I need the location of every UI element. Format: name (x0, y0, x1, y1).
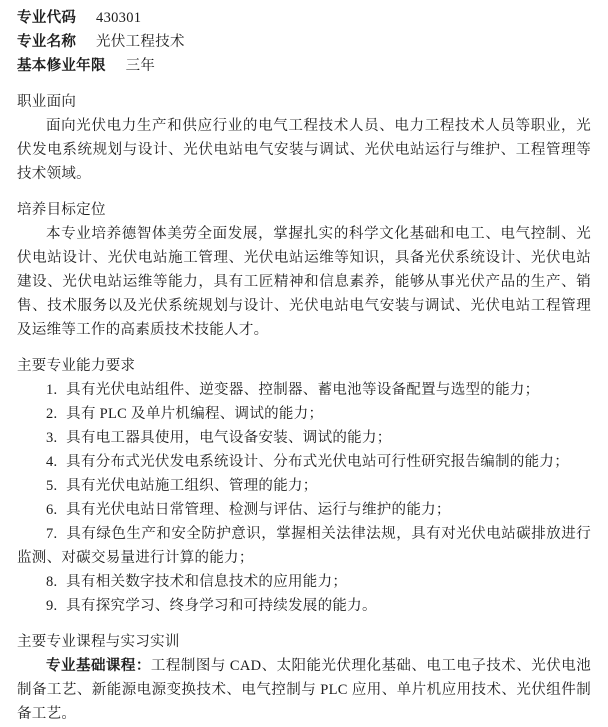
ability-text: 具有光伏电站组件、逆变器、控制器、蓄电池等设备配置与选型的能力； (66, 382, 540, 398)
objective-paragraph: 本专业培养德智体美劳全面发展，掌握扎实的科学文化基础和电工、电气控制、光伏电站设计、光伏电站施工管理、光伏电站运维等知识，具备光伏系统设计、光伏电站建设、光伏电站运维等能力，具有工匠精神和信息素养，能够从事光伏产品的生产、销售、技术服务以及光伏系统规划与设计、光伏电站电气安装与调试、光伏电站工程管理及运维等工作的高素质技术技能人才。 (17, 226, 591, 338)
basic-courses-label: 专业基础课程： (46, 658, 151, 674)
ability-number: 6. (46, 502, 58, 518)
ability-text: 具有相关数字技术和信息技术的应用能力； (66, 574, 348, 590)
basic-courses-text: 工程制图与 CAD、太阳能光伏理化基础、电工电子技术、光伏电池制备工艺、新能源电源变换技术、电气控制与 PLC 应用、单片机应用技术、光伏组件制备工艺。 (17, 658, 592, 722)
study-years-value: 三年 (125, 58, 156, 74)
section-heading-abilities: 主要专业能力要求 (17, 358, 136, 374)
info-block (17, 6, 591, 78)
section-heading-career: 职业面向 (17, 94, 77, 110)
info-row-major-code (17, 6, 591, 30)
ability-item (17, 378, 591, 402)
ability-item (17, 402, 591, 426)
career-paragraph: 面向光伏电力生产和供应行业的电气工程技术人员、电力工程技术人员等职业，光伏发电系统规划与设计、光伏电站电气安装与调试、光伏电站运行与维护、工程管理等技术领域。 (17, 118, 591, 182)
info-row-study-years (17, 54, 591, 78)
ability-text: 具有分布式光伏发电系统设计、分布式光伏电站可行性研究报告编制的能力； (66, 454, 570, 470)
ability-item (17, 450, 591, 474)
major-code-label: 专业代码 (17, 10, 77, 26)
ability-text: 具有光伏电站日常管理、检测与评估、运行与维护的能力； (66, 502, 451, 518)
ability-number: 8. (46, 574, 58, 590)
ability-number: 2. (46, 406, 58, 422)
ability-number: 7. (46, 526, 58, 542)
ability-item (17, 522, 591, 570)
ability-text: 具有绿色生产和安全防护意识，掌握相关法律法规，具有对光伏电站碳排放进行监测、对碳交易量进行计算的能力； (17, 526, 591, 566)
major-code-value: 430301 (96, 10, 142, 26)
ability-item (17, 474, 591, 498)
ability-text: 具有探究学习、终身学习和可持续发展的能力。 (66, 598, 377, 614)
ability-item (17, 594, 591, 618)
ability-number: 4. (46, 454, 58, 470)
ability-item (17, 426, 591, 450)
section-heading-courses: 主要专业课程与实习实训 (17, 634, 180, 650)
ability-number: 9. (46, 598, 58, 614)
ability-item (17, 570, 591, 594)
major-name-label: 专业名称 (17, 34, 77, 50)
ability-number: 1. (46, 382, 58, 398)
abilities-list (17, 378, 591, 618)
basic-courses-paragraph (17, 654, 591, 726)
info-row-major-name (17, 30, 591, 54)
ability-number: 5. (46, 478, 58, 494)
ability-text: 具有光伏电站施工组织、管理的能力； (66, 478, 318, 494)
ability-text: 具有电工器具使用，电气设备安装、调试的能力； (66, 430, 392, 446)
section-heading-objective: 培养目标定位 (17, 202, 106, 218)
ability-text: 具有 PLC 及单片机编程、调试的能力； (66, 406, 324, 422)
ability-item (17, 498, 591, 522)
major-name-value: 光伏工程技术 (96, 34, 185, 50)
study-years-label: 基本修业年限 (17, 58, 106, 74)
ability-number: 3. (46, 430, 58, 446)
